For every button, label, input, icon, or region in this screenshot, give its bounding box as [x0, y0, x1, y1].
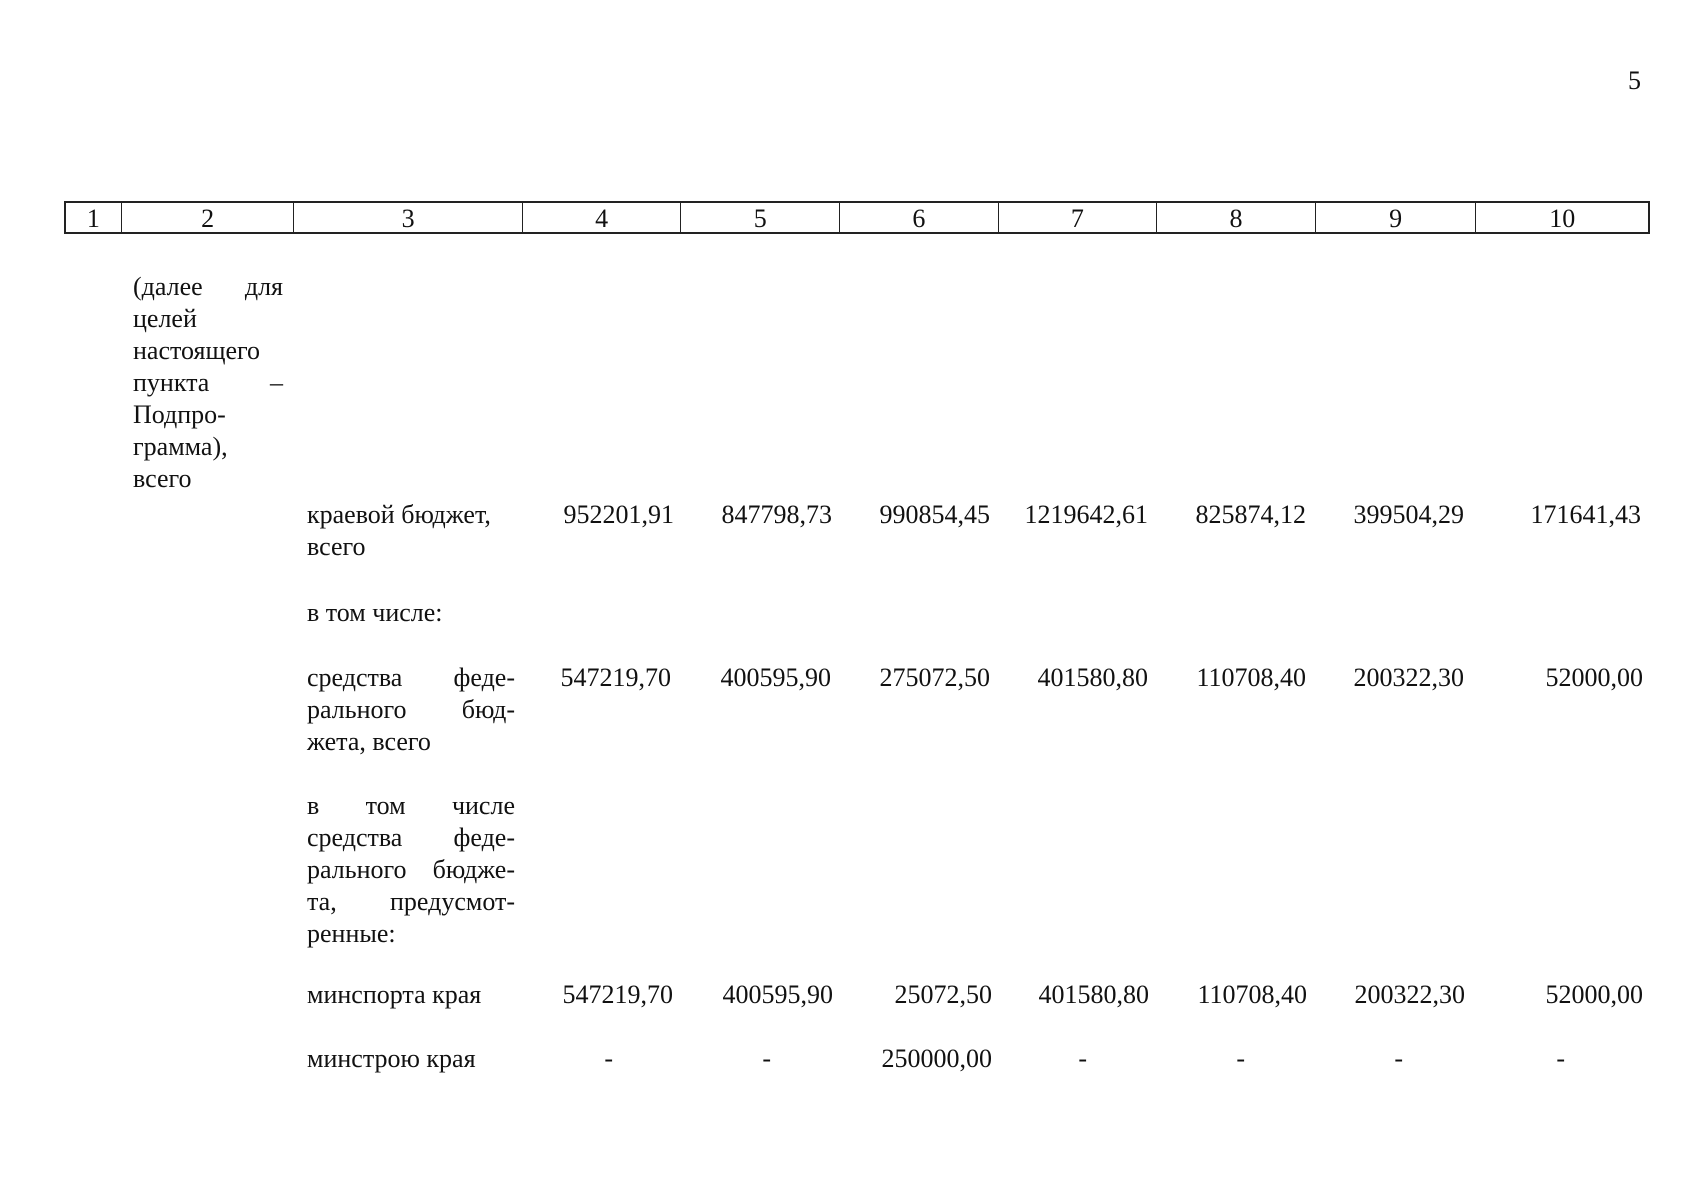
text-line: рального бюд-: [307, 695, 515, 724]
text-line: та, предусмот-: [307, 887, 515, 916]
header-cell: 9: [1316, 203, 1477, 232]
text-line: минспорта края: [307, 980, 482, 1009]
header-cell: 10: [1549, 204, 1576, 233]
text-line: целей: [133, 304, 197, 333]
value-cell: 275072,50: [879, 663, 990, 692]
text-line: средства феде-: [307, 823, 515, 852]
value-cell: -: [1556, 1044, 1565, 1073]
value-cell: 401580,80: [1037, 663, 1148, 692]
header-cell: 7: [999, 203, 1158, 232]
row-label: [307, 979, 515, 1011]
value-cell: 399504,29: [1353, 500, 1464, 529]
value-cell: 400595,90: [720, 663, 831, 692]
value-cell: -: [1394, 1044, 1403, 1073]
value-cell: 250000,00: [881, 1044, 992, 1073]
header-cell: 6: [840, 203, 999, 232]
row-label: [307, 597, 515, 629]
text-line: настоящего: [133, 336, 261, 365]
value-cell: 825874,12: [1195, 500, 1306, 529]
text-line: жета, всего: [307, 727, 431, 756]
value-cell: -: [1236, 1044, 1245, 1073]
value-cell: 400595,90: [722, 980, 833, 1009]
subprogram-text: [133, 271, 283, 495]
row-label: [307, 662, 515, 758]
text-line: грамма),: [133, 432, 228, 461]
value-cell: 990854,45: [879, 500, 990, 529]
value-cell: -: [762, 1044, 771, 1073]
text-line: минстрою края: [307, 1044, 476, 1073]
text-line: ренные:: [307, 919, 396, 948]
value-cell: -: [1078, 1044, 1087, 1073]
text-line: (далее для: [133, 272, 283, 301]
value-cell: 25072,50: [894, 980, 992, 1009]
text-line: в том числе:: [307, 598, 443, 627]
value-cell: -: [604, 1044, 613, 1073]
value-cell: 1219642,61: [1024, 500, 1148, 529]
value-cell: 952201,91: [563, 500, 674, 529]
header-cell: 5: [681, 203, 840, 232]
row-label: [307, 790, 515, 950]
column-number-header: [64, 201, 1650, 234]
row-label: [307, 499, 515, 563]
value-cell: 52000,00: [1545, 663, 1643, 692]
text-line: пункта –: [133, 368, 283, 397]
header-cell: 2: [122, 203, 295, 232]
value-cell: 847798,73: [721, 500, 832, 529]
text-line: Подпро-: [133, 400, 226, 429]
text-line: средства феде-: [307, 663, 515, 692]
text-line: краевой бюджет,: [307, 500, 491, 529]
value-cell: 52000,00: [1545, 980, 1643, 1009]
value-cell: 200322,30: [1353, 663, 1464, 692]
text-line: рального бюдже-: [307, 855, 515, 884]
header-cell: 4: [523, 203, 682, 232]
value-cell: 401580,80: [1038, 980, 1149, 1009]
value-cell: 547219,70: [562, 980, 673, 1009]
row-label: [307, 1043, 515, 1075]
value-cell: 110708,40: [1197, 980, 1307, 1009]
header-cell: 1: [66, 203, 122, 232]
header-cell: 8: [1157, 203, 1316, 232]
text-line: в том числе: [307, 791, 515, 820]
value-cell: 110708,40: [1196, 663, 1306, 692]
text-line: всего: [133, 464, 192, 493]
text-line: всего: [307, 532, 366, 561]
page-number: 5: [1628, 66, 1641, 95]
value-cell: 547219,70: [560, 663, 671, 692]
header-cell: 3: [294, 203, 522, 232]
value-cell: 171641,43: [1530, 500, 1641, 529]
value-cell: 200322,30: [1354, 980, 1465, 1009]
